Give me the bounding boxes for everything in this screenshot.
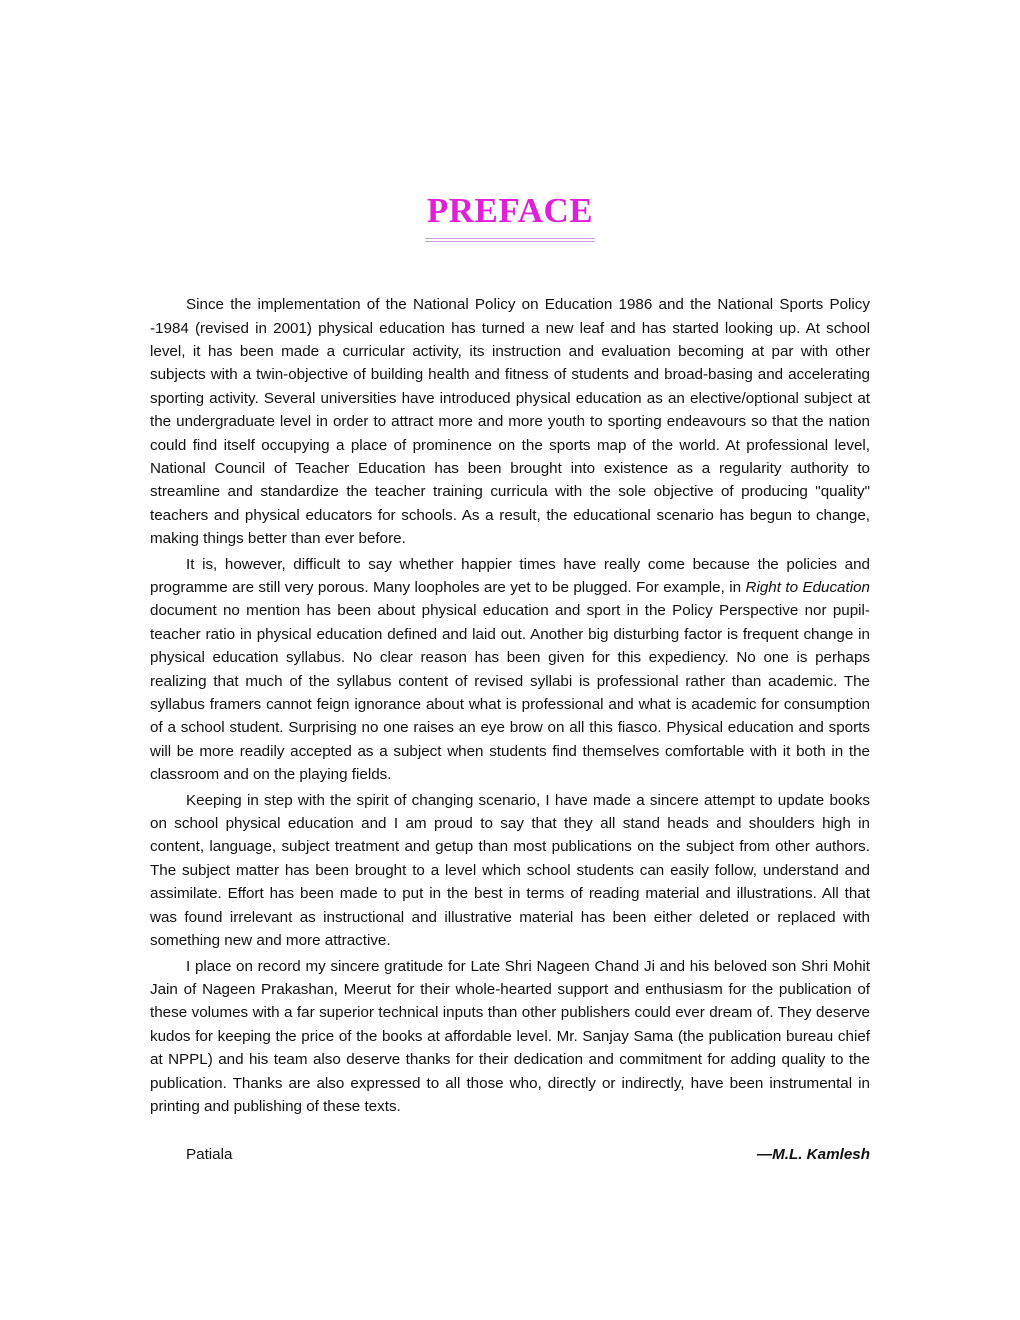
text-segment: Keeping in step with the spirit of changing scenario, I have made a sincere attempt to update books on school physical education and I am proud to say that they all stand heads and shoulders high in content, language, subject treatment and getup than most publications on the subject from other authors. The subject matter has been brought to a level which school students can easily follow, understand and assimilate. Effort has been made to put in the best in terms of reading material and illustrations. All that was found irrelevant as instructional and illustrative material has been either deleted or replaced with something new and more attractive.	[150, 791, 870, 950]
preface-page	[150, 168, 870, 1166]
signoff-author: —M.L. Kamlesh	[756, 1146, 870, 1164]
italic-text-segment: Right to Education	[745, 579, 870, 596]
page-title: PREFACE	[425, 191, 595, 241]
body-paragraph	[150, 293, 870, 550]
signoff	[150, 1143, 870, 1166]
text-segment: document no mention has been about physical education and sport in the Policy Perspective nor pupil-teacher ratio in physical education defined and laid out. Another big disturbing factor is frequent change in physical education syllabus. No clear reason has been given for this expediency. No one is perhaps realizing that much of the syllabus content of revised syllabi is professional rather than academic. The syllabus framers cannot feign ignorance about what is professional and what is academic for consumption of a school student. Surprising no one raises an eye brow on all this fiasco. Physical education and sports will be more readily accepted as a subject when students find themselves comfortable with it both in the classroom and on the playing fields.	[150, 602, 870, 784]
heading-wrapper	[150, 168, 870, 265]
text-segment: I place on record my sincere gratitude for Late Shri Nageen Chand Ji and his beloved son Shri Mohit Jain of Nageen Prakashan, Meerut for their whole-hearted support and enthusiasm for the publication of these volumes with a far superior technical inputs than other publishers could ever dream of. They deserve kudos for keeping the price of the books at affordable level. Mr. Sanjay Sama (the publication bureau chief at NPPL) and his team also deserve thanks for their dedication and commitment for adding quality to the publication. Thanks are also expressed to all those who, directly or indirectly, have been instrumental in printing and publishing of these texts.	[150, 957, 870, 1115]
signoff-place: Patiala	[186, 1146, 233, 1164]
text-segment: Since the implementation of the National Policy on Education 1986 and the National Sports Policy -1984 (revised in 2001) physical education has turned a new leaf and has started looking up. At school level, it has been made a curricular activity, its instruction and evaluation becoming at par with other subjects with a twin-objective of building health and fitness of students and broad-basing and accelerating sporting activity. Several universities have introduced physical education as an elective/optional subject at the undergraduate level in order to attract more and more youth to sporting endeavours so that the nation could find itself occupying a place of prominence on the sports map of the world. At professional level, National Council of Teacher Education has been brought into existence as a regularity authority to streamline and standardize the teacher training curricula with the sole objective of producing "quality" teachers and physical educators for schools. As a result, the educational scenario has begun to change, making things better than ever before.	[150, 296, 870, 548]
text-segment: It is, however, difficult to say whether happier times have really come because the policies and programme are still very porous. Many loopholes are yet to be plugged. For example, in	[150, 555, 870, 596]
preface-body	[150, 293, 870, 1118]
body-paragraph	[150, 553, 870, 787]
body-paragraph	[150, 789, 870, 953]
body-paragraph	[150, 955, 870, 1119]
